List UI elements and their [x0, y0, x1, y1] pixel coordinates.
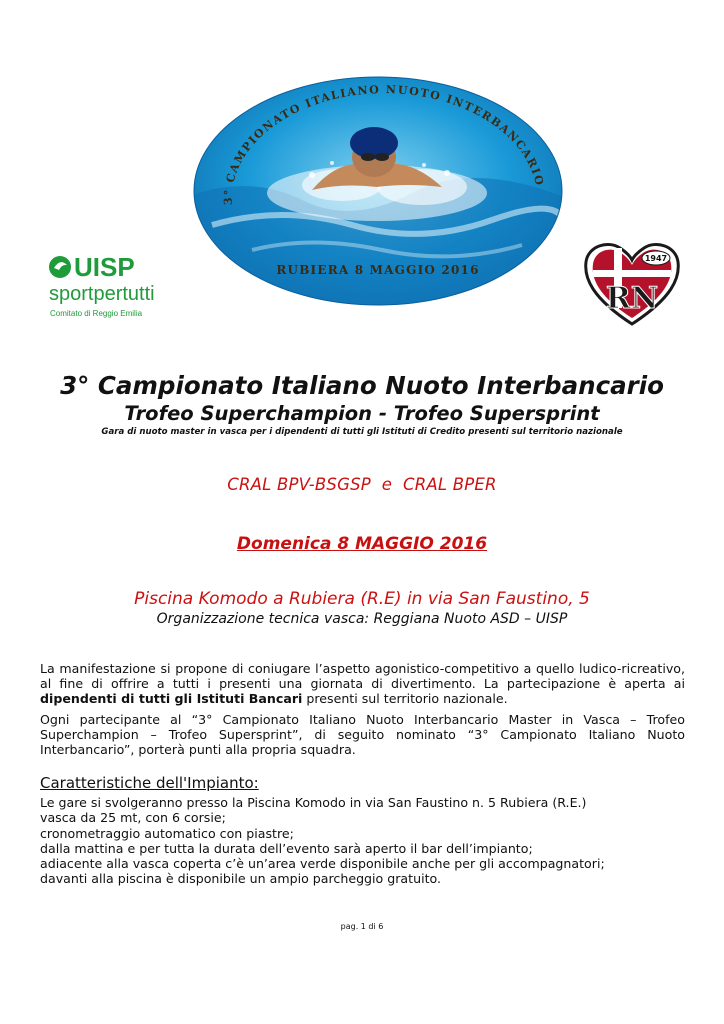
hero-caption-top: 3° CAMPIONATO ITALIANO NUOTO INTERBANCARIO: [221, 83, 547, 206]
intro-paragraph: [40, 661, 685, 707]
event-date: Domenica 8 MAGGIO 2016: [236, 534, 488, 554]
event-hero-image: [192, 75, 564, 307]
rn-logo-year: 1947: [644, 254, 668, 263]
uisp-logo-name: UISP: [74, 252, 135, 282]
page-number: pag. 1 di 6: [340, 922, 384, 931]
venue-line: Piscina Komodo a Rubiera (R.E) in via San Faustino, 5: [134, 589, 590, 609]
event-description: Gara di nuoto master in vasca per i dipendenti di tutti gli Istituti di Credito presenti sul territorio nazionale: [101, 427, 623, 437]
points-paragraph: Ogni partecipante al “3° Campionato Italiano Nuoto Interbancario Master in Vasca – Trofeo Superchampion – Trofeo Supersprint”, di seguito nominato “3° Campionato Italiano Nuoto Interbancario”, porterà punti alla propria squadra.: [40, 712, 685, 758]
rn-logo-letters: RN: [605, 281, 659, 316]
list-item: dalla mattina e per tutta la durata dell’evento sarà aperto il bar dell’impianto;: [40, 840, 533, 856]
list-item: adiacente alla vasca coperta c’è un’area verde disponibile anche per gli accompagnatori;: [40, 856, 605, 872]
list-item: davanti alla piscina è disponibile un ampio parcheggio gratuito.: [40, 871, 441, 887]
subtitle: Trofeo Superchampion - Trofeo Supersprint: [124, 402, 600, 425]
facility-list: [40, 795, 700, 887]
list-item: vasca da 25 mt, con 6 corsie;: [40, 810, 226, 826]
intro-text-start: La manifestazione si propone di coniugare l’aspetto agonistico-competitivo a quello ludico-ricreativo, al fine di offrire a tutti i presenti una giornata di divertimento. La partecipazione è aperta ai: [40, 661, 685, 692]
organizers-line: CRAL BPV-BSGSP e CRAL BPER: [227, 475, 497, 494]
uisp-logo: [48, 248, 168, 324]
list-item: Le gare si svolgeranno presso la Piscina Komodo in via San Faustino n. 5 Rubiera (R.E.): [40, 795, 587, 810]
main-title: 3° Campionato Italiano Nuoto Interbancario: [60, 371, 664, 400]
technical-organization: Organizzazione tecnica vasca: Reggiana Nuoto ASD – UISP: [156, 611, 568, 627]
facility-heading: Caratteristiche dell'Impianto:: [40, 774, 259, 792]
hero-caption-bottom: RUBIERA 8 MAGGIO 2016: [276, 263, 480, 277]
reggiana-nuoto-logo: [582, 238, 682, 328]
uisp-logo-tagline: sportpertutti: [49, 283, 155, 305]
list-item: cronometraggio automatico con piastre;: [40, 825, 294, 841]
intro-text-bold: dipendenti di tutti gli Istituti Bancari: [40, 691, 303, 707]
intro-text-end: presenti sul territorio nazionale.: [302, 691, 508, 707]
uisp-logo-sub: Comitato di Reggio Emilia: [50, 309, 143, 318]
